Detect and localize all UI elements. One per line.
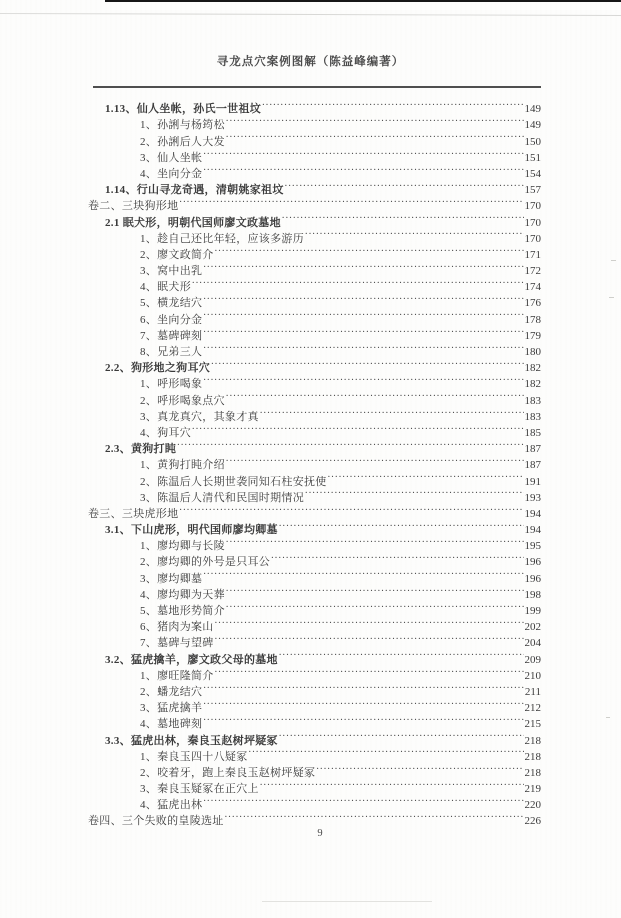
toc-entry-page-number: 178 xyxy=(524,313,541,326)
toc-entry-page-number: 170 xyxy=(524,200,541,213)
toc-leader-dots xyxy=(203,565,523,581)
toc-entry-page-number: 151 xyxy=(524,151,541,164)
toc-entry-label: 2.1 眠犬形，明朝代国师廖文政墓地 xyxy=(105,216,281,229)
toc-entry-page-number: 182 xyxy=(524,378,541,391)
toc-entry-label: 3.1、下山虎形，明代国师廖均卿墓 xyxy=(105,524,278,537)
toc-entry-page-number: 195 xyxy=(524,540,541,553)
toc-entry-page-number: 219 xyxy=(524,783,541,796)
toc-entry-page-number: 196 xyxy=(524,572,541,585)
toc-entry-label: 3、猛虎擒羊 xyxy=(140,702,203,715)
scan-smudge-artifact xyxy=(262,901,432,902)
toc-leader-dots xyxy=(203,679,524,695)
toc-leader-dots xyxy=(328,468,524,484)
toc-leader-dots xyxy=(203,792,523,808)
toc-leader-dots xyxy=(203,695,523,711)
toc-entry-label: 1、趁自己还比年轻，应该多游历 xyxy=(140,232,304,245)
toc-entry-page-number: 194 xyxy=(524,507,541,520)
toc-entry-label: 1、呼形喝象 xyxy=(140,378,203,391)
toc-entry-page-number: 172 xyxy=(524,265,541,278)
toc-entry-page-number: 204 xyxy=(524,637,541,650)
toc-leader-dots xyxy=(279,646,524,662)
toc-entry-label: 卷四、三个失败的皇陵选址 xyxy=(88,815,224,828)
toc-leader-dots xyxy=(271,549,523,565)
toc-entry-label: 卷二、三块狗形地 xyxy=(88,200,179,213)
toc-entry-label: 4、眠犬形 xyxy=(140,281,191,294)
toc-leader-dots xyxy=(215,614,524,630)
toc-entry-label: 3、仙人坐帐 xyxy=(140,151,203,164)
toc-entry-page-number: 150 xyxy=(524,135,541,148)
toc-entry-label: 3、真龙真穴，其象才真 xyxy=(140,410,259,423)
toc-entry-page-number: 154 xyxy=(524,167,541,180)
toc-entry-label: 1.13、仙人坐帐，孙氏一世祖坟 xyxy=(105,103,262,116)
toc-entry-page-number: 174 xyxy=(524,281,541,294)
toc-entry-label: 2、蟠龙结穴 xyxy=(140,685,203,698)
toc-entry-label: 3、窝中出乳 xyxy=(140,265,203,278)
toc-leader-dots xyxy=(179,501,523,517)
toc-leader-dots xyxy=(305,226,524,242)
scan-edge-mark xyxy=(611,260,616,261)
toc-leader-dots xyxy=(316,760,523,776)
toc-entry-label: 1、孙誗与杨筠松 xyxy=(140,119,225,132)
toc-leader-dots xyxy=(215,242,524,258)
toc-entry-page-number: 182 xyxy=(524,362,541,375)
toc-entry-label: 6、坐向分金 xyxy=(140,313,203,326)
toc-entry-label: 8、兄弟三人 xyxy=(140,346,203,358)
footer-page-number: 9 xyxy=(317,828,323,839)
toc-leader-dots xyxy=(177,436,523,452)
toc-entry-page-number: 226 xyxy=(524,815,541,828)
toc-leader-dots xyxy=(211,355,523,371)
scan-edge-artifact-top xyxy=(105,0,621,2)
toc-entry-label: 3、廖均卿墓 xyxy=(140,572,203,585)
toc-entry-page-number: 149 xyxy=(524,103,541,116)
toc-entry-page-number: 212 xyxy=(524,702,541,715)
toc-leader-dots xyxy=(203,161,523,177)
toc-entry-label: 1、廖均卿与长陵 xyxy=(140,540,225,553)
toc-leader-dots xyxy=(192,274,524,290)
toc-leader-dots xyxy=(203,290,523,306)
toc-leader-dots xyxy=(203,371,523,387)
toc-leader-dots xyxy=(203,258,523,274)
toc-leader-dots xyxy=(226,582,524,598)
toc-entry-label: 2.2、狗形地之狗耳穴 xyxy=(105,362,211,375)
toc-leader-dots xyxy=(282,209,524,225)
toc-entry-label: 3、陈温后人清代和民国时期情况 xyxy=(140,491,304,504)
toc-entry-page-number: 202 xyxy=(524,621,541,634)
toc-entry-page-number: 187 xyxy=(524,443,541,456)
toc-entry-label: 7、墓碑与望碑 xyxy=(140,637,214,650)
toc-leader-dots xyxy=(260,776,524,792)
toc-entry-label: 卷三、三块虎形地 xyxy=(88,507,179,520)
toc-entry-page-number: 176 xyxy=(524,297,541,310)
toc-leader-dots xyxy=(249,744,524,760)
toc-entry-page-number: 170 xyxy=(524,232,541,245)
toc-leader-dots xyxy=(305,485,524,501)
toc-entry-page-number: 180 xyxy=(524,346,541,358)
toc-entry-label: 5、墓地形势简介 xyxy=(140,605,225,617)
toc-entry-label: 2、孙誗后人大发 xyxy=(140,135,225,148)
toc-entry-page-number: 210 xyxy=(524,669,541,682)
toc-leader-dots xyxy=(279,517,524,533)
toc-entry-page-number: 149 xyxy=(524,119,541,132)
toc-entry-page-number: 199 xyxy=(524,605,541,617)
toc-leader-dots xyxy=(203,145,523,161)
table-of-contents xyxy=(88,96,541,828)
toc-entry-label: 2、陈温后人长期世袭同知石柱安抚使 xyxy=(140,475,327,488)
toc-entry-page-number: 220 xyxy=(524,799,541,812)
toc-entry-label: 4、坐向分金 xyxy=(140,167,203,180)
toc-entry-page-number: 215 xyxy=(524,718,541,731)
scan-edge-mark xyxy=(606,717,610,718)
toc-entry-page-number: 179 xyxy=(524,329,541,342)
toc-leader-dots xyxy=(285,177,524,193)
toc-entry-label: 2、咬着牙，跑上秦良玉赵树坪疑冢 xyxy=(140,766,316,779)
toc-entry-label: 2、廖文政简介 xyxy=(140,248,214,261)
toc-entry-page-number: 183 xyxy=(524,410,541,423)
toc-entry-page-number: 211 xyxy=(524,685,541,698)
toc-leader-dots xyxy=(215,663,524,679)
toc-leader-dots xyxy=(279,727,524,743)
toc-leader-dots xyxy=(226,128,524,144)
toc-leader-dots xyxy=(179,193,523,209)
toc-entry-label: 7、墓碑碑刻 xyxy=(140,329,203,342)
toc-entry-label: 1、廖旺隆简介 xyxy=(140,669,214,682)
toc-entry-page-number: 218 xyxy=(524,766,541,779)
toc-entry-label: 1、黄狗打盹介绍 xyxy=(140,459,225,472)
toc-entry-page-number: 209 xyxy=(524,653,541,666)
toc-entry-page-number: 157 xyxy=(524,184,541,197)
header-rule xyxy=(93,86,541,88)
toc-entry-label: 4、狗耳穴 xyxy=(140,426,191,439)
toc-leader-dots xyxy=(260,404,524,420)
toc-leader-dots xyxy=(225,808,524,824)
toc-leader-dots xyxy=(226,452,524,468)
toc-entry-label: 3.2、猛虎擒羊，廖文政父母的墓地 xyxy=(105,653,278,666)
toc-entry-page-number: 170 xyxy=(524,216,541,229)
toc-entry-page-number: 196 xyxy=(524,556,541,569)
toc-entry-page-number: 218 xyxy=(524,734,541,747)
page-footer xyxy=(0,828,621,839)
toc-entry-label: 4、墓地碑刻 xyxy=(140,718,203,731)
toc-entry-label: 4、廖均卿为天葬 xyxy=(140,588,225,601)
scan-edge-mark xyxy=(609,297,614,298)
toc-entry-page-number: 193 xyxy=(524,491,541,504)
toc-entry-page-number: 191 xyxy=(524,475,541,488)
toc-entry-label: 3.3、猛虎出林，秦良玉赵树坪疑冢 xyxy=(105,734,278,747)
toc-entry-label: 1、秦良玉四十八疑冢 xyxy=(140,750,248,763)
toc-entry-label: 2、廖均卿的外号是只耳公 xyxy=(140,556,271,569)
toc-entry-label: 4、猛虎出林 xyxy=(140,799,203,812)
page-header xyxy=(0,53,621,69)
toc-entry-label: 3、秦良玉疑冢在正穴上 xyxy=(140,783,259,796)
toc-entry-label: 6、猪肉为案山 xyxy=(140,621,214,634)
toc-entry-page-number: 198 xyxy=(524,588,541,601)
toc-entry-page-number: 171 xyxy=(524,248,541,261)
toc-leader-dots xyxy=(203,339,523,355)
toc-leader-dots xyxy=(226,598,524,614)
toc-leader-dots xyxy=(203,711,523,727)
toc-entry-label: 1.14、行山寻龙奇遇，清朝姚家祖坟 xyxy=(105,184,284,197)
toc-entry-label: 2.3、黄狗打盹 xyxy=(105,443,177,456)
toc-entry-label: 5、横龙结穴 xyxy=(140,297,203,310)
toc-leader-dots xyxy=(203,306,523,322)
toc-entry-page-number: 218 xyxy=(524,750,541,763)
toc-entry-page-number: 183 xyxy=(524,394,541,407)
toc-entry-page-number: 187 xyxy=(524,459,541,472)
toc-leader-dots xyxy=(192,420,524,436)
toc-entry-page-number: 185 xyxy=(524,426,541,439)
scan-line-artifact xyxy=(0,13,621,16)
book-title-header: 寻龙点穴案例图解（陈益峰编著） xyxy=(216,56,405,68)
toc-leader-dots xyxy=(262,96,523,112)
toc-entry-label: 2、呼形喝象点穴 xyxy=(140,394,225,407)
toc-leader-dots xyxy=(226,387,524,403)
toc-leader-dots xyxy=(226,112,524,128)
toc-leader-dots xyxy=(226,533,524,549)
toc-entry-page-number: 194 xyxy=(524,524,541,537)
toc-entry xyxy=(88,96,541,116)
toc-leader-dots xyxy=(215,630,524,646)
toc-leader-dots xyxy=(203,323,523,339)
